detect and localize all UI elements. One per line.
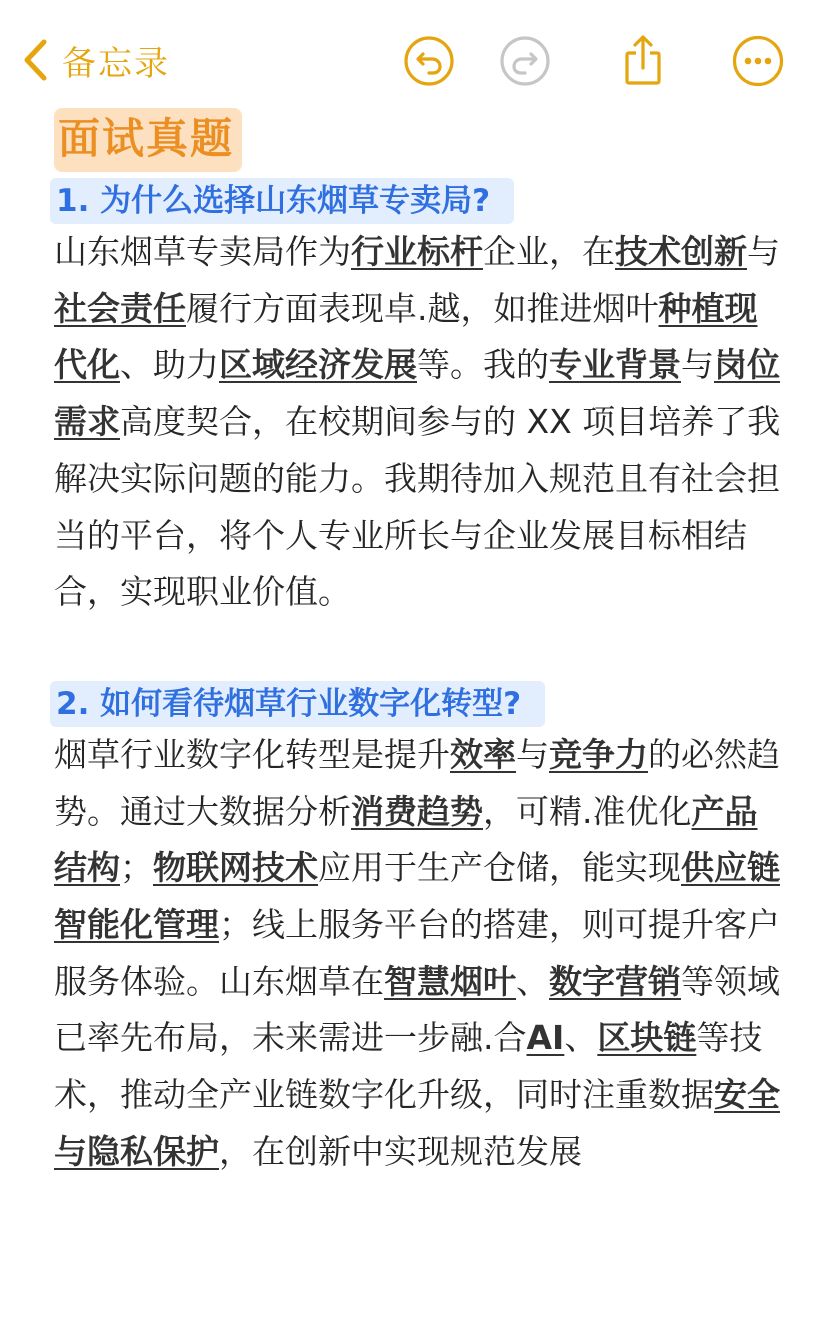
keyword: 岗位需求 bbox=[54, 345, 780, 442]
top-navigation-bar bbox=[0, 0, 828, 110]
keyword: 行业标杆 bbox=[351, 232, 483, 271]
back-label: 备忘录 bbox=[62, 43, 170, 84]
share-icon bbox=[617, 33, 669, 89]
keyword: 技术创新 bbox=[615, 232, 747, 271]
answer-text: 与 bbox=[516, 734, 549, 774]
answer-text: 应用于生产仓储，能实现 bbox=[318, 848, 681, 888]
answer-text: 、助力 bbox=[120, 345, 219, 385]
note-title: 面试真题 bbox=[54, 108, 242, 172]
redo-icon bbox=[499, 35, 551, 87]
answer-text: 等领域已率先布局，未来需进一步融.合 bbox=[54, 961, 780, 1058]
back-button[interactable] bbox=[22, 30, 170, 90]
answer-text: 的必然趋势。通过大数据分析 bbox=[54, 734, 780, 831]
question-1 bbox=[54, 178, 784, 621]
keyword: 供应链智能化管理 bbox=[54, 848, 780, 945]
question-2-heading: 2. 如何看待烟草行业数字化转型? bbox=[50, 681, 545, 727]
keyword: 智慧烟叶 bbox=[384, 961, 516, 1001]
share-button[interactable] bbox=[616, 34, 670, 88]
answer-text: 与 bbox=[681, 345, 714, 385]
answer-2 bbox=[54, 727, 784, 1181]
chevron-left-icon bbox=[22, 38, 48, 82]
answer-text: 与 bbox=[747, 232, 780, 271]
keyword: 安全与隐私保护 bbox=[54, 1075, 780, 1171]
keyword: AI bbox=[526, 1018, 565, 1058]
undo-button[interactable] bbox=[402, 34, 456, 88]
answer-1 bbox=[54, 224, 784, 621]
answer-text: ； bbox=[120, 848, 153, 888]
answer-text: ，可精.准优化 bbox=[483, 791, 692, 831]
answer-text: 、 bbox=[516, 961, 549, 1001]
keyword: 产品结构 bbox=[54, 791, 758, 888]
answer-text: 烟草行业数字化转型是提升 bbox=[54, 734, 450, 774]
answer-text: 企业，在 bbox=[483, 232, 615, 271]
keyword: 社会责任 bbox=[54, 288, 186, 328]
answer-text: 山东烟草专卖局作为 bbox=[54, 232, 351, 271]
keyword: 区域经济发展 bbox=[219, 345, 417, 385]
more-button[interactable] bbox=[731, 34, 785, 88]
keyword: 物联网技术 bbox=[153, 848, 318, 888]
redo-button[interactable] bbox=[498, 34, 552, 88]
answer-text: ，在创新中实现规范发展 bbox=[219, 1131, 582, 1171]
answer-text: 、 bbox=[564, 1018, 598, 1058]
note-body[interactable] bbox=[54, 108, 784, 1181]
undo-icon bbox=[403, 35, 455, 87]
answer-text: 等。我的 bbox=[417, 345, 549, 385]
answer-text: ；线上服务平台的搭建，则可提升客户服务体验。山东烟草在 bbox=[54, 905, 780, 1001]
keyword: 消费趋势 bbox=[351, 791, 483, 831]
paragraph-spacer bbox=[54, 621, 784, 681]
keyword: 效率 bbox=[450, 734, 516, 774]
answer-text: 等技术，推动全产业链数字化升级，同时注重数据 bbox=[54, 1018, 763, 1115]
keyword: 种植现代化 bbox=[54, 288, 758, 385]
keyword: 区块链 bbox=[597, 1018, 697, 1058]
answer-text: 高度契合，在校期间参与的 XX 项目培养了我解决实际问题的能力。我期待加入规范且有社会担当的平台，将个人专业所长与企业发展目标相结合，实现职业价值。 bbox=[54, 402, 781, 612]
question-2 bbox=[54, 681, 784, 1181]
answer-text: 履行方面表现卓.越，如推进烟叶 bbox=[186, 288, 659, 328]
keyword: 专业背景 bbox=[549, 345, 681, 385]
keyword: 数字营销 bbox=[549, 961, 681, 1001]
keyword: 竞争力 bbox=[549, 734, 648, 774]
more-icon bbox=[731, 34, 785, 88]
question-1-heading: 1. 为什么选择山东烟草专卖局? bbox=[50, 178, 514, 224]
